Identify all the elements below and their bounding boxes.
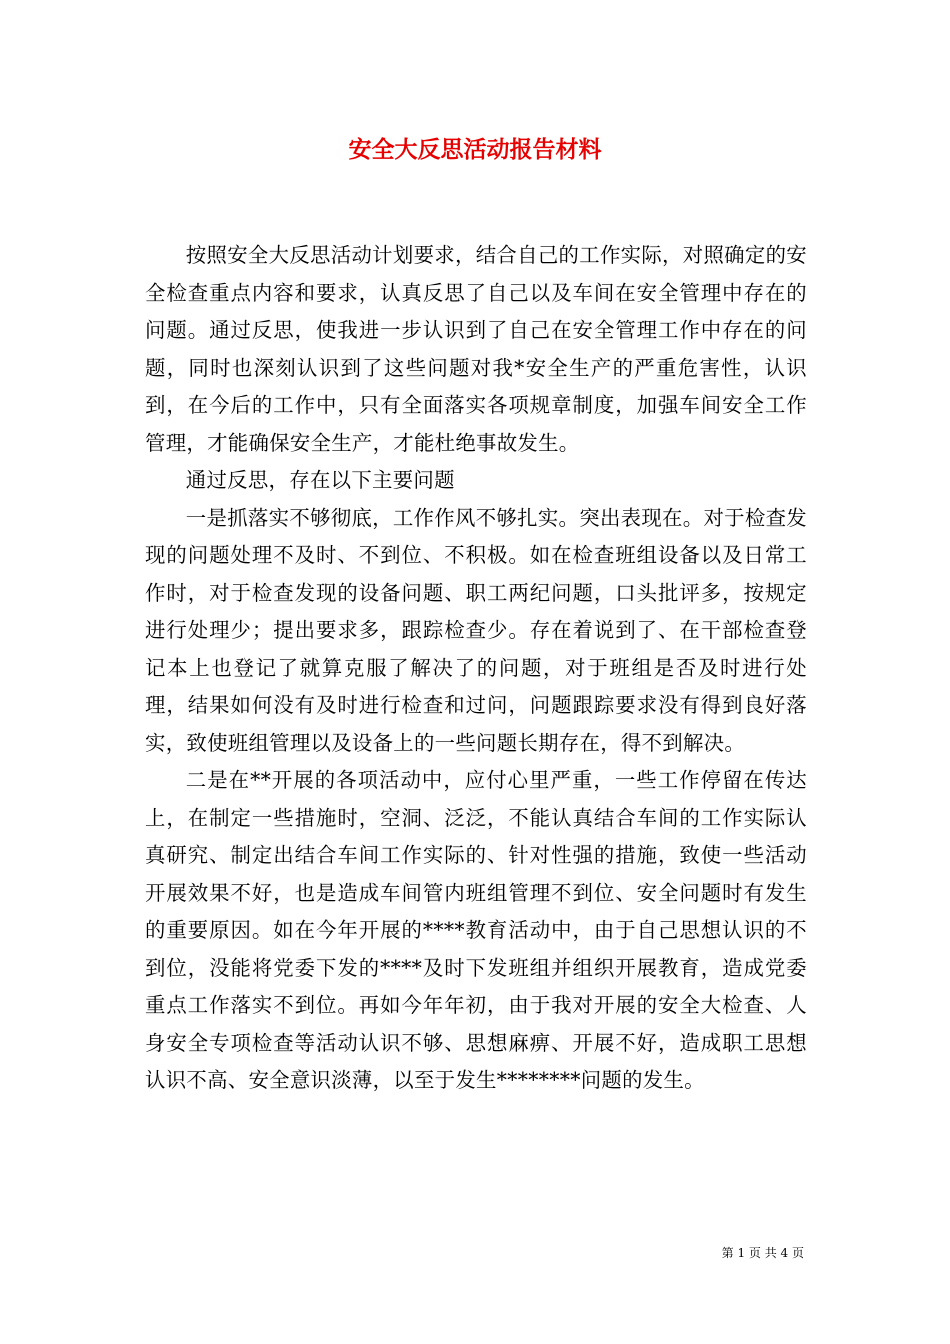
paragraph-problem-two: 二是在**开展的各项活动中，应付心里严重，一些工作停留在传达上，在制定一些措施时，空洞、泛泛，不能认真结合车间的工作实际认真研究、制定出结合车间工作实际的、针对性强的措施，致使一些活动开展效果不好，也是造成车间管内班组管理不到位、安全问题时有发生的重要原因。如在今年开展的****教育活动中，由于自己思想认识的不到位，没能将党委下发的****及时下发班组并组织开展教育，造成党委重点工作落实不到位。再如今年年初，由于我对开展的安全大检查、人身安全专项检查等活动认识不够、思想麻痹、开展不好，造成职工思想认识不高、安全意识淡薄，以至于发生********问题的发生。: [145, 768, 807, 1092]
page-number: 第 1 页 共 4 页: [721, 1246, 804, 1260]
document-body: [145, 237, 807, 1100]
paragraph-intro: 按照安全大反思活动计划要求，结合自己的工作实际，对照确定的安全检查重点内容和要求，认真反思了自己以及车间在安全管理中存在的问题。通过反思，使我进一步认识到了自己在安全管理工作中存在的问题，同时也深刻认识到了这些问题对我*安全生产的严重危害性，认识到，在今后的工作中，只有全面落实各项规章制度，加强车间安全工作管理，才能确保安全生产，才能杜绝事故发生。: [145, 243, 807, 455]
document-title: 安全大反思活动报告材料: [348, 136, 602, 163]
paragraph-problem-one: 一是抓落实不够彻底，工作作风不够扎实。突出表现在。对于检查发现的问题处理不及时、不到位、不积极。如在检查班组设备以及日常工作时，对于检查发现的设备问题、职工两纪问题，口头批评多，按规定进行处理少；提出要求多，跟踪检查少。存在着说到了、在干部检查登记本上也登记了就算克服了解决了的问题，对于班组是否及时进行处理，结果如何没有及时进行检查和过问，问题跟踪要求没有得到良好落实，致使班组管理以及设备上的一些问题长期存在，得不到解决。: [145, 505, 807, 755]
paragraph-problems-heading: 通过反思，存在以下主要问题: [185, 468, 455, 492]
